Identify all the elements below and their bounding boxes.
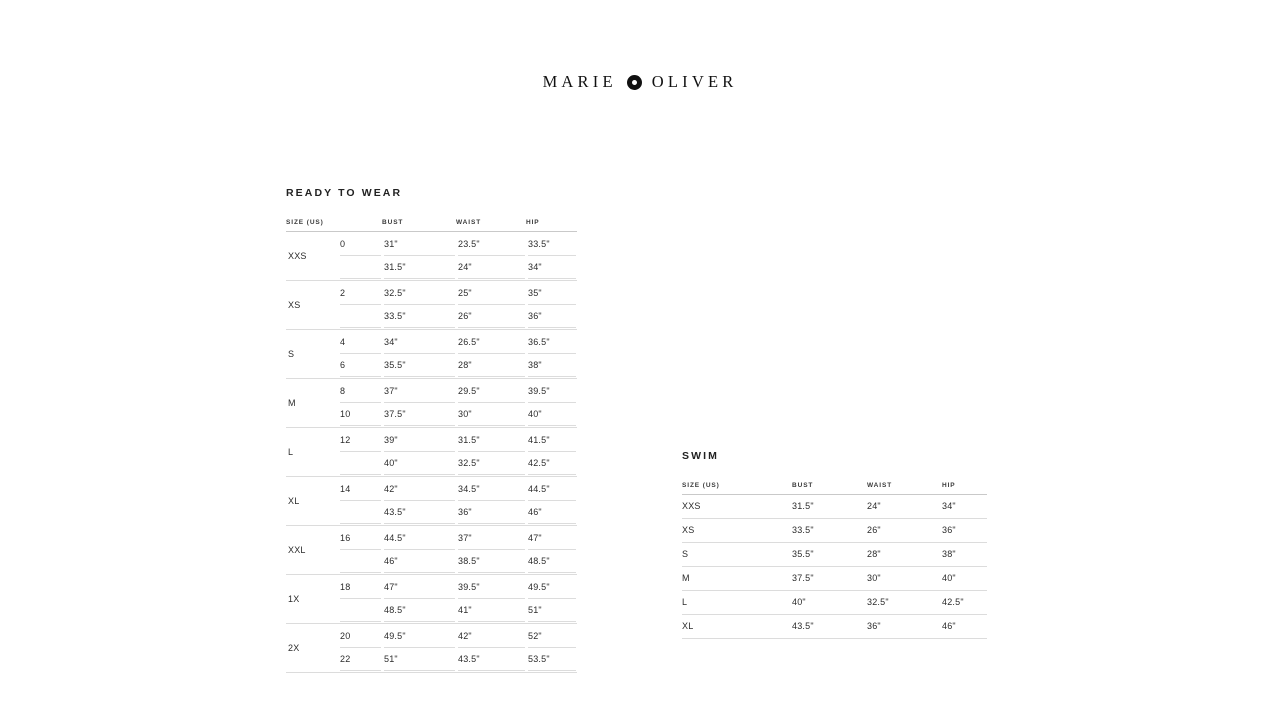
cell-hip-line: 42.5" [528,458,550,468]
cell-hip-line: 51" [528,605,542,615]
cell-size-number [338,281,382,330]
cell-hip-line: 44.5" [528,484,550,494]
cell-hip-line: 53.5" [528,654,550,664]
column-header-number [338,219,382,232]
table-row [682,543,987,567]
cell-size-number-line [340,599,381,622]
cell-size-number [338,379,382,428]
cell-waist: 36" [867,621,881,631]
cell-hip-line: 48.5" [528,556,550,566]
ready-to-wear-section [286,187,578,673]
cell-bust [382,477,456,526]
cell-hip-line: 33.5" [528,239,550,249]
cell-size: S [288,349,295,359]
cell-waist: 26" [867,525,881,535]
cell-hip-line: 39.5" [528,386,550,396]
table-row [682,519,987,543]
cell-size: XXS [288,251,307,261]
cell-waist [456,428,526,477]
cell-bust: 31.5" [792,501,814,511]
cell-size-number [338,477,382,526]
cell-bust-line: 35.5" [384,360,406,370]
cell-size-number [338,428,382,477]
cell-hip: 42.5" [942,597,964,607]
column-header-size: SIZE (US) [286,219,338,232]
column-header-bust: BUST [792,482,867,495]
cell-bust-line: 39" [384,435,398,445]
cell-size-number [338,526,382,575]
cell-bust [382,232,456,281]
cell-waist [456,477,526,526]
cell-size-number-line: 0 [340,239,346,249]
cell-hip-line: 40" [528,409,542,419]
cell-waist-line: 30" [458,409,472,419]
table-row [286,624,577,673]
cell-size-number-line [340,256,381,279]
table-header-row [286,219,577,232]
cell-size: 1X [288,594,300,604]
cell-size-number-line: 10 [340,409,351,419]
table-header-row [682,482,987,495]
cell-bust [382,281,456,330]
cell-waist: 28" [867,549,881,559]
column-header-hip: HIP [526,219,577,232]
cell-bust [382,575,456,624]
swim-table-head [682,482,987,495]
cell-size: XS [682,525,695,535]
cell-size: S [682,549,689,559]
cell-size: M [682,573,690,583]
table-row [286,232,577,281]
cell-hip-line: 38" [528,360,542,370]
swim-section [682,450,988,639]
cell-size: L [288,447,294,457]
cell-waist-line: 24" [458,262,472,272]
cell-size-number-line [340,305,381,328]
cell-size-number [338,624,382,673]
swim-title: SWIM [682,450,719,462]
cell-waist: 30" [867,573,881,583]
table-row [286,477,577,526]
cell-size-number-line: 22 [340,654,351,664]
cell-bust [382,526,456,575]
cell-hip-line: 34" [528,262,542,272]
cell-waist [456,232,526,281]
table-row [286,330,577,379]
cell-bust [382,624,456,673]
cell-size-number-line: 16 [340,533,351,543]
cell-waist [456,624,526,673]
table-row [286,281,577,330]
ready-to-wear-table-head [286,219,577,232]
column-header-waist: WAIST [867,482,942,495]
table-row [682,615,987,639]
cell-waist [456,575,526,624]
table-row [682,591,987,615]
cell-hip-line: 52" [528,631,542,641]
cell-size-number-line: 2 [340,288,346,298]
table-row [682,495,987,519]
cell-bust-line: 37" [384,386,398,396]
cell-hip: 36" [942,525,956,535]
cell-bust-line: 43.5" [384,507,406,517]
cell-hip: 34" [942,501,956,511]
cell-bust-line: 49.5" [384,631,406,641]
cell-bust: 35.5" [792,549,814,559]
cell-waist [456,379,526,428]
brand-word-left: MARIE [542,72,617,91]
cell-waist-line: 31.5" [458,435,480,445]
cell-size-number-line: 12 [340,435,351,445]
cell-waist: 32.5" [867,597,889,607]
cell-bust: 33.5" [792,525,814,535]
cell-bust-line: 47" [384,582,398,592]
cell-size: XXS [682,501,701,511]
cell-bust-line: 44.5" [384,533,406,543]
cell-size-number-line: 18 [340,582,351,592]
cell-hip-line: 49.5" [528,582,550,592]
cell-bust [382,330,456,379]
cell-size-number-line [340,452,381,475]
cell-hip: 38" [942,549,956,559]
cell-size-number-line: 8 [340,386,346,396]
cell-bust-line: 51" [384,654,398,664]
column-header-waist: WAIST [456,219,526,232]
cell-size-number [338,330,382,379]
cell-waist-line: 41" [458,605,472,615]
cell-hip [526,281,577,330]
cell-waist: 24" [867,501,881,511]
cell-bust-line: 34" [384,337,398,347]
cell-waist-line: 29.5" [458,386,480,396]
cell-bust-line: 48.5" [384,605,406,615]
cell-bust-line: 40" [384,458,398,468]
swim-table [682,482,987,639]
cell-hip [526,330,577,379]
cell-bust-line: 32.5" [384,288,406,298]
cell-hip [526,232,577,281]
table-row [286,428,577,477]
cell-waist [456,526,526,575]
cell-hip-line: 36.5" [528,337,550,347]
column-header-hip: HIP [942,482,987,495]
cell-hip: 40" [942,573,956,583]
cell-bust-line: 33.5" [384,311,406,321]
cell-bust: 43.5" [792,621,814,631]
cell-size-number-line: 20 [340,631,351,641]
circle-dot-logo-icon [627,75,642,90]
cell-size-number [338,232,382,281]
cell-waist-line: 25" [458,288,472,298]
cell-size: L [682,597,688,607]
cell-bust-line: 46" [384,556,398,566]
ready-to-wear-title: READY TO WEAR [286,187,403,199]
cell-size: XXL [288,545,306,555]
cell-waist-line: 32.5" [458,458,480,468]
cell-bust: 37.5" [792,573,814,583]
cell-size-number-line: 14 [340,484,351,494]
cell-waist-line: 37" [458,533,472,543]
ready-to-wear-table [286,219,577,673]
column-header-bust: BUST [382,219,456,232]
cell-size-number-line [340,501,381,524]
cell-size: XL [288,496,300,506]
table-row [286,575,577,624]
cell-waist [456,330,526,379]
cell-hip [526,526,577,575]
cell-hip [526,624,577,673]
cell-hip-line: 47" [528,533,542,543]
swim-table-body [682,495,987,639]
cell-size-number-line: 6 [340,360,346,370]
cell-size-number-line: 4 [340,337,346,347]
cell-waist-line: 23.5" [458,239,480,249]
cell-waist-line: 28" [458,360,472,370]
cell-waist-line: 42" [458,631,472,641]
cell-waist [456,281,526,330]
table-row [286,379,577,428]
cell-bust: 40" [792,597,806,607]
cell-bust [382,428,456,477]
cell-hip-line: 41.5" [528,435,550,445]
column-header-size: SIZE (US) [682,482,792,495]
cell-size: XL [682,621,694,631]
cell-size: XS [288,300,301,310]
cell-waist-line: 26.5" [458,337,480,347]
cell-hip [526,477,577,526]
cell-hip: 46" [942,621,956,631]
cell-hip-line: 36" [528,311,542,321]
cell-waist-line: 36" [458,507,472,517]
cell-size-number [338,575,382,624]
ready-to-wear-table-body [286,232,577,673]
cell-size-number-line [340,550,381,573]
brand-logo [0,74,1280,91]
cell-size: 2X [288,643,300,653]
cell-hip [526,575,577,624]
cell-waist-line: 39.5" [458,582,480,592]
cell-bust-line: 42" [384,484,398,494]
cell-bust-line: 31" [384,239,398,249]
cell-bust [382,379,456,428]
table-row [682,567,987,591]
cell-waist-line: 38.5" [458,556,480,566]
cell-hip [526,428,577,477]
cell-bust-line: 31.5" [384,262,406,272]
cell-waist-line: 26" [458,311,472,321]
cell-waist-line: 34.5" [458,484,480,494]
table-row [286,526,577,575]
cell-waist-line: 43.5" [458,654,480,664]
cell-bust-line: 37.5" [384,409,406,419]
cell-hip-line: 35" [528,288,542,298]
brand-word-right: OLIVER [651,72,738,91]
cell-size: M [288,398,296,408]
cell-hip [526,379,577,428]
cell-hip-line: 46" [528,507,542,517]
